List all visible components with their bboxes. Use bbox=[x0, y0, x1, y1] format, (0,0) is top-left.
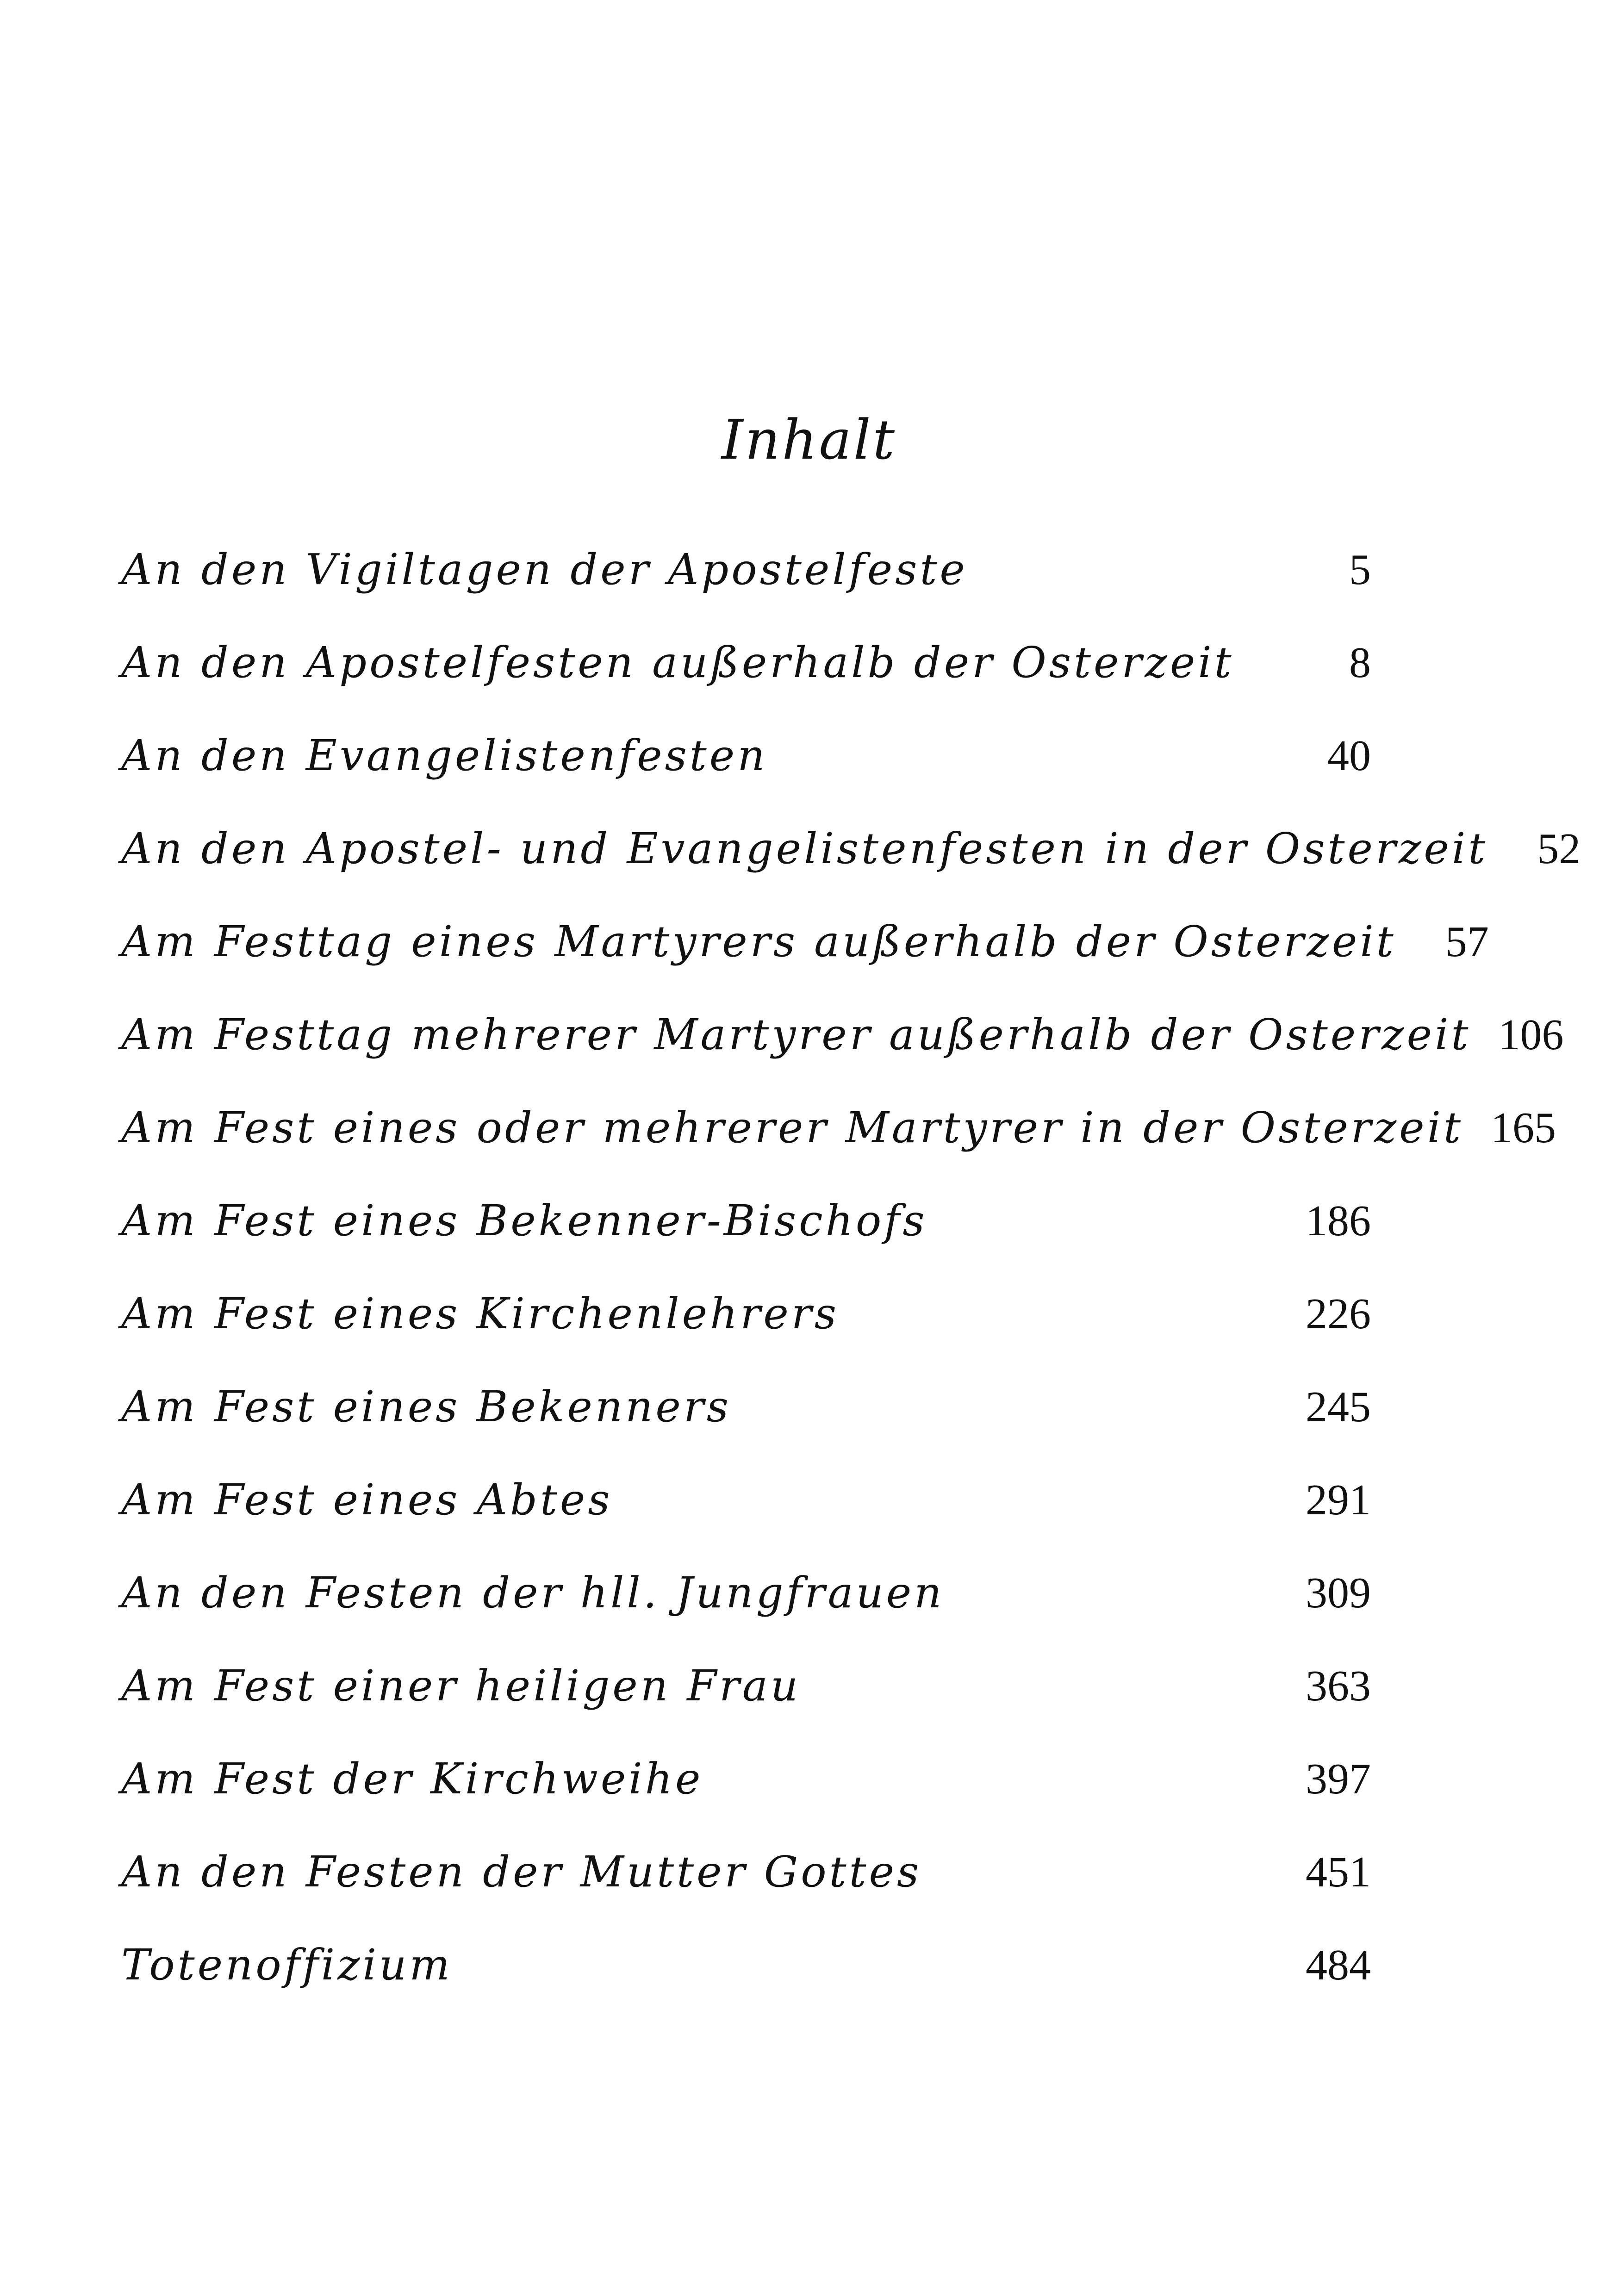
toc-entry bbox=[121, 1081, 1556, 1174]
toc-entry-page: 57 bbox=[1445, 917, 1489, 966]
toc-entry bbox=[121, 709, 1371, 802]
toc-entry-page: 106 bbox=[1498, 1010, 1564, 1059]
toc-entry bbox=[121, 1918, 1371, 2011]
toc-entry-label: Am Fest eines Kirchenlehrers bbox=[121, 1289, 839, 1338]
toc-entry bbox=[121, 1732, 1371, 1825]
toc-entry-page: 8 bbox=[1349, 638, 1371, 687]
toc-entry-label: Totenoffizium bbox=[121, 1940, 453, 1990]
table-of-contents bbox=[121, 523, 1581, 2011]
toc-entry-label: Am Festtag mehrerer Martyrer außerhalb der Osterzeit bbox=[121, 1010, 1471, 1059]
toc-entry-page: 5 bbox=[1349, 545, 1371, 594]
toc-entry-label: Am Fest eines oder mehrerer Martyrer in der Osterzeit bbox=[121, 1103, 1464, 1152]
toc-entry bbox=[121, 802, 1581, 895]
toc-entry-label: An den Evangelistenfesten bbox=[121, 731, 768, 780]
toc-entry bbox=[121, 1267, 1371, 1360]
toc-entry-page: 186 bbox=[1306, 1196, 1371, 1245]
toc-entry-label: An den Apostel- und Evangelistenfesten in der Osterzeit bbox=[121, 824, 1488, 873]
toc-entry-label: An den Apostelfesten außerhalb der Osterzeit bbox=[121, 638, 1234, 687]
toc-entry bbox=[121, 523, 1371, 616]
toc-entry-label: An den Festen der Mutter Gottes bbox=[121, 1847, 922, 1897]
toc-entry bbox=[121, 988, 1564, 1081]
toc-entry-label: An den Festen der hll. Jungfrauen bbox=[121, 1568, 945, 1618]
page-title: Inhalt bbox=[721, 408, 897, 472]
toc-entry-label: Am Fest eines Abtes bbox=[121, 1475, 613, 1524]
toc-entry bbox=[121, 1639, 1371, 1732]
toc-entry bbox=[121, 1360, 1371, 1453]
toc-entry bbox=[121, 895, 1489, 988]
toc-entry bbox=[121, 616, 1371, 709]
toc-entry-page: 165 bbox=[1491, 1103, 1556, 1152]
toc-entry bbox=[121, 1546, 1371, 1639]
toc-entry bbox=[121, 1825, 1371, 1918]
toc-entry-page: 363 bbox=[1306, 1661, 1371, 1710]
toc-entry-page: 484 bbox=[1306, 1941, 1371, 1989]
toc-entry-page: 291 bbox=[1306, 1475, 1371, 1524]
toc-entry-page: 52 bbox=[1537, 824, 1581, 873]
toc-entry bbox=[121, 1174, 1371, 1267]
toc-entry-page: 397 bbox=[1306, 1755, 1371, 1803]
toc-entry-label: Am Fest einer heiligen Frau bbox=[121, 1661, 801, 1711]
toc-entry-label: Am Festtag eines Martyrers außerhalb der Osterzeit bbox=[121, 917, 1396, 966]
toc-entry-page: 309 bbox=[1306, 1568, 1371, 1617]
toc-entry-label: Am Fest eines Bekenners bbox=[121, 1382, 732, 1431]
toc-entry-label: Am Fest der Kirchweihe bbox=[121, 1754, 703, 1804]
toc-entry-page: 245 bbox=[1306, 1382, 1371, 1431]
toc-entry-page: 451 bbox=[1306, 1848, 1371, 1896]
toc-entry-label: Am Fest eines Bekenner-Bischofs bbox=[121, 1196, 927, 1245]
toc-entry-page: 226 bbox=[1306, 1289, 1371, 1338]
toc-entry-label: An den Vigiltagen der Apostelfeste bbox=[121, 545, 968, 594]
toc-entry bbox=[121, 1453, 1371, 1546]
toc-entry-page: 40 bbox=[1327, 731, 1371, 780]
